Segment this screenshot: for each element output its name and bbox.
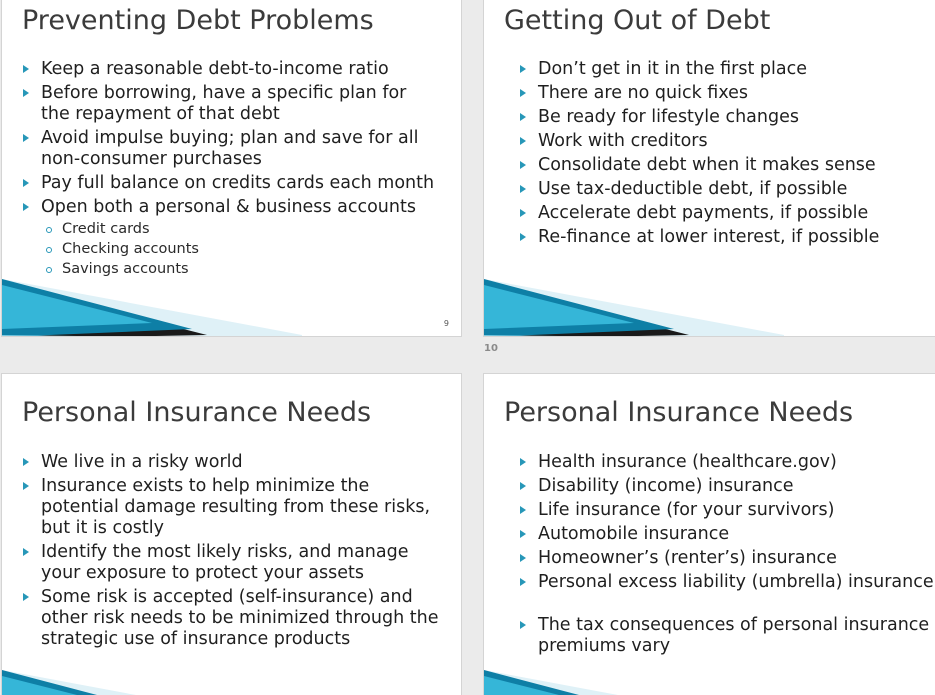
bullet-arrow-icon (23, 548, 29, 556)
bullet-text: There are no quick fixes (538, 83, 749, 103)
bullet-arrow-icon (520, 506, 526, 514)
sub-bullet-list (41, 219, 440, 279)
list-item (517, 155, 935, 176)
bullet-arrow-icon (23, 593, 29, 601)
swoosh-decoration (2, 279, 302, 337)
list-item (20, 128, 440, 170)
bullet-arrow-icon (520, 233, 526, 241)
list-item (517, 615, 935, 657)
bullet-text: Life insurance (for your survivors) (538, 500, 835, 520)
list-item (20, 587, 440, 650)
bullet-text: Identify the most likely risks, and manage your exposure to protect your assets (41, 542, 409, 583)
bullet-text: Insurance exists to help minimize the potential damage resulting from these risks, but it is costly (41, 476, 431, 538)
slide-thumbnail-9[interactable] (1, 0, 462, 337)
slide-number: 9 (443, 319, 449, 328)
sub-bullet-circle-icon (46, 227, 52, 233)
bullet-arrow-icon (520, 185, 526, 193)
list-item (20, 476, 440, 539)
bullet-text: Don’t get in it in the first place (538, 59, 808, 79)
slide-thumbnail-11[interactable] (1, 373, 462, 695)
bullet-arrow-icon (23, 89, 29, 97)
slide-title: Personal Insurance Needs (504, 397, 854, 428)
bullet-arrow-icon (520, 458, 526, 466)
slide-title: Preventing Debt Problems (22, 5, 374, 36)
bullet-text: Re-finance at lower interest, if possible (538, 227, 880, 247)
list-item (517, 476, 935, 497)
list-item (20, 542, 440, 584)
bullet-text: Keep a reasonable debt-to-income ratio (41, 59, 389, 79)
list-item (20, 197, 440, 279)
sub-list-item (41, 239, 440, 259)
sub-bullet-circle-icon (46, 267, 52, 273)
bullet-text: We live in a risky world (41, 452, 243, 472)
bullet-text: Disability (income) insurance (538, 476, 794, 496)
bullet-list (517, 452, 935, 660)
slide-thumbnail-10[interactable] (483, 0, 935, 337)
bullet-arrow-icon (520, 65, 526, 73)
bullet-arrow-icon (23, 179, 29, 187)
bullet-arrow-icon (520, 161, 526, 169)
list-item (20, 173, 440, 194)
bullet-arrow-icon (23, 134, 29, 142)
list-item (517, 179, 935, 200)
list-item (20, 452, 440, 473)
bullet-text: Use tax-deductible debt, if possible (538, 179, 848, 199)
slide-title: Getting Out of Debt (504, 5, 771, 36)
bullet-arrow-icon (520, 621, 526, 629)
bullet-text: Open both a personal & business accounts (41, 197, 416, 217)
bullet-text: Some risk is accepted (self-insurance) and other risk needs to be minimized through the strategic use of insurance products (41, 587, 439, 649)
bullet-arrow-icon (520, 113, 526, 121)
sub-list-item (41, 259, 440, 279)
list-item (517, 572, 935, 593)
list-item (517, 524, 935, 545)
bullet-text: Before borrowing, have a specific plan for the repayment of that debt (41, 83, 407, 124)
slide-title: Personal Insurance Needs (22, 397, 372, 428)
sub-bullet-circle-icon (46, 247, 52, 253)
slide-thumbnail-12[interactable] (483, 373, 935, 695)
bullet-text: Avoid impulse buying; plan and save for all non-consumer purchases (41, 128, 419, 169)
list-item (517, 452, 935, 473)
bullet-arrow-icon (23, 482, 29, 490)
bullet-arrow-icon (23, 65, 29, 73)
slide-sorter-page-number: 10 (484, 343, 498, 354)
list-item (517, 131, 935, 152)
bullet-arrow-icon (520, 578, 526, 586)
bullet-text: Be ready for lifestyle changes (538, 107, 799, 127)
bullet-arrow-icon (520, 554, 526, 562)
sub-bullet-text: Credit cards (62, 221, 150, 237)
list-item (517, 83, 935, 104)
list-item (517, 203, 935, 224)
bullet-text: Consolidate debt when it makes sense (538, 155, 876, 175)
bullet-text: Pay full balance on credits cards each month (41, 173, 435, 193)
bullet-text: Personal excess liability (umbrella) insurance (538, 572, 934, 592)
bullet-arrow-icon (520, 530, 526, 538)
bullet-list (20, 59, 440, 282)
sub-bullet-text: Savings accounts (62, 261, 189, 277)
sub-list-item (41, 219, 440, 239)
bullet-arrow-icon (520, 89, 526, 97)
list-item (517, 59, 935, 80)
swoosh-decoration (484, 279, 784, 337)
swoosh-decoration (2, 670, 302, 695)
bullet-list (20, 452, 440, 653)
bullet-text: Work with creditors (538, 131, 708, 151)
bullet-arrow-icon (23, 203, 29, 211)
list-item (517, 548, 935, 569)
bullet-arrow-icon (520, 482, 526, 490)
bullet-text: Automobile insurance (538, 524, 730, 544)
list-item (517, 500, 935, 521)
bullet-arrow-icon (520, 137, 526, 145)
list-item (20, 83, 440, 125)
bullet-arrow-icon (23, 458, 29, 466)
list-item (517, 107, 935, 128)
list-item (517, 227, 935, 248)
sub-bullet-text: Checking accounts (62, 241, 199, 257)
bullet-text: The tax consequences of personal insurance premiums vary (538, 615, 930, 656)
bullet-text: Accelerate debt payments, if possible (538, 203, 869, 223)
bullet-text: Homeowner’s (renter’s) insurance (538, 548, 837, 568)
bullet-list (517, 59, 935, 251)
bullet-arrow-icon (520, 209, 526, 217)
swoosh-decoration (484, 670, 784, 695)
list-item (20, 59, 440, 80)
bullet-text: Health insurance (healthcare.gov) (538, 452, 837, 472)
